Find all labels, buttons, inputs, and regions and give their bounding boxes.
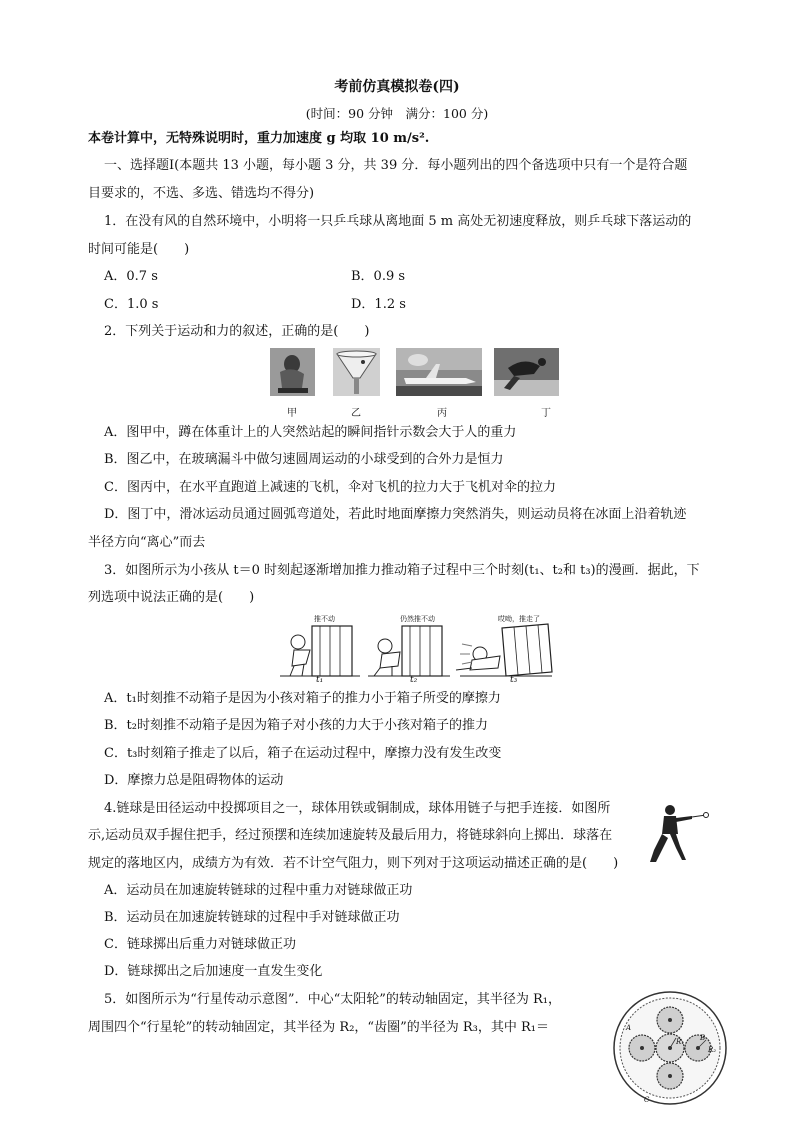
q4-option-d: D．链球掷出之后加速度一直发生变化 [104,964,323,979]
q1-stem-line1: 1．在没有风的自然环境中，小明将一只乒乓球从离地面 5 m 高处无初速度释放，则乒乓球下落运动的 [104,214,692,229]
q2-option-d-line1: D．图丁中，滑冰运动员通过圆弧弯道处，若此时地面摩擦力突然消失，则运动员将在冰面上沿着轨迹 [104,507,687,522]
time-label-t2: t₂ [410,675,418,685]
q5-stem-line2: 周围四个“行星轮”的转动轴固定，其半径为 R₂，“齿圈”的半径为 R₃，其中 R₁＝ [88,1020,549,1035]
caption-jia: 甲 [287,408,297,419]
q1-option-c: C．1.0 s [104,297,159,312]
gear-label-c: C [644,1096,650,1104]
cartoon-caption-1: 推不动 [314,615,335,623]
q3-option-a: A．t₁时刻推不动箱子是因为小孩对箱子的推力小于箱子所受的摩擦力 [104,691,501,706]
gear-label-r1: R₁ [676,1038,685,1046]
q2-stem: 2．下列关于运动和力的叙述，正确的是( ) [104,324,370,339]
q4-stem-line2: 示,运动员双手握住把手，经过预摆和连续加速旋转及最后用力，将链球斜向上掷出．球落在 [88,828,613,843]
section-heading-line2: 目要求的，不选、多选、错选均不得分) [88,186,315,201]
q4-option-c: C．链球掷出后重力对链球做正功 [104,937,296,952]
gear-label-r2: R₂ [708,1046,717,1054]
q3-option-c: C．t₃时刻箱子推走了以后，箱子在运动过程中，摩擦力没有发生改变 [104,746,502,761]
hammer-thrower-figure [648,800,710,864]
q2-option-d-line2: 半径方向“离心”而去 [88,535,206,550]
cartoon-caption-2: 仍然推不动 [400,615,435,623]
q2-option-a: A．图甲中，蹲在体重计上的人突然站起的瞬间指针示数会大于人的重力 [104,425,517,440]
picture-yi [333,348,380,396]
cartoon-caption-3: 哎呦，推走了 [498,615,540,623]
q4-option-b: B．运动员在加速旋转链球的过程中手对链球做正功 [104,910,400,925]
q1-option-a: A．0.7 s [104,269,158,284]
q3-stem-line2: 列选项中说法正确的是( ) [88,590,255,605]
caption-ding: 丁 [541,408,551,419]
page-title: 考前仿真模拟卷(四) [334,79,460,95]
gear-label-b: B [700,1034,706,1042]
q4-stem-line1: 4.链球是田径运动中投掷项目之一，球体用铁或铜制成，球体用链子与把手连接．如图所 [104,801,611,816]
caption-yi: 乙 [351,408,361,419]
picture-bing [396,348,482,396]
q1-option-b: B．0.9 s [351,269,406,284]
q2-option-b: B．图乙中，在玻璃漏斗中做匀速圆周运动的小球受到的合外力是恒力 [104,452,504,467]
exam-info: (时间：90 分钟 满分：100 分) [305,106,489,121]
section-heading-line1: 一、选择题Ⅰ(本题共 13 小题，每小题 3 分，共 39 分．每小题列出的四个备选项中只有一个是符合题 [104,158,688,173]
q3-option-d: D．摩擦力总是阻碍物体的运动 [104,773,284,788]
q1-stem-line2: 时间可能是( ) [88,242,190,257]
q4-stem-line3: 规定的落地区内，成绩方为有效．若不计空气阻力，则下列对于这项运动描述正确的是( ) [88,856,619,871]
picture-ding [494,348,559,396]
q2-option-c: C．图丙中，在水平直跑道上减速的飞机，伞对飞机的拉力大于飞机对伞的拉力 [104,480,556,495]
q1-option-d: D．1.2 s [351,297,406,312]
q4-option-a: A．运动员在加速旋转链球的过程中重力对链球做正功 [104,883,413,898]
gravity-note: 本卷计算中，无特殊说明时，重力加速度 g 均取 10 m/s². [88,131,430,146]
q3-stem-line1: 3．如图所示为小孩从 t＝0 时刻起逐渐增加推力推动箱子过程中三个时刻(t₁、t₂和 t₃)的漫画．据此，下 [104,563,700,578]
picture-jia [270,348,315,396]
q3-option-b: B．t₂时刻推不动箱子是因为箱子对小孩的力大于小孩对箱子的推力 [104,718,488,733]
time-label-t1: t₁ [316,675,324,685]
caption-bing: 丙 [437,408,447,419]
gear-label-a: A [626,1024,632,1032]
time-label-t3: t₃ [510,675,518,685]
q5-stem-line1: 5．如图所示为“行星传动示意图”．中心“太阳轮”的转动轴固定，其半径为 R₁， [104,992,561,1007]
